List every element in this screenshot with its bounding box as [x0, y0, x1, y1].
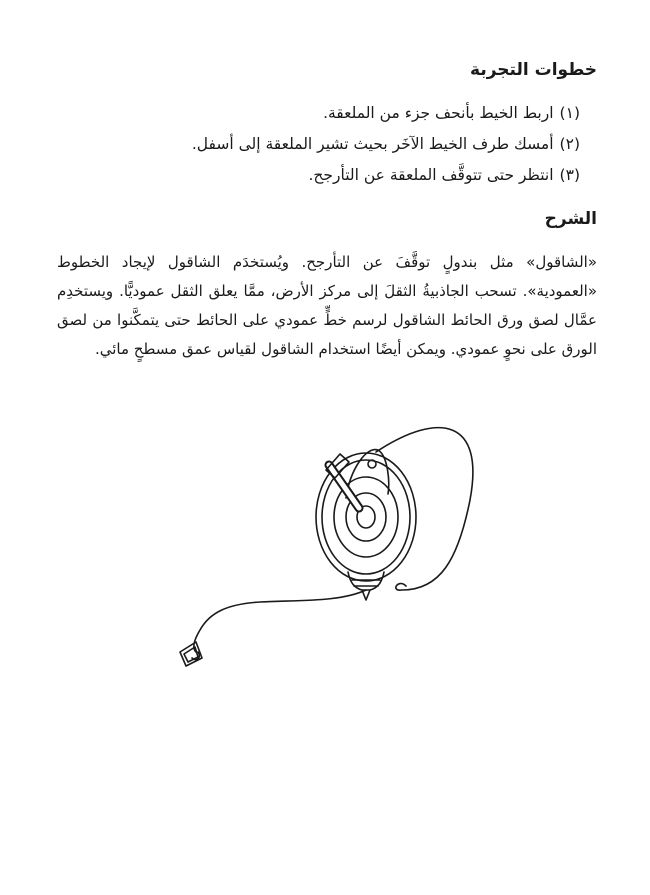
step-number: (١) — [559, 104, 580, 122]
step-text: اربط الخيط بأنحف جزء من الملعقة. — [323, 104, 554, 122]
list-item — [60, 98, 580, 129]
plumb-bob-reel-icon — [140, 390, 500, 690]
explanation-heading: الشرح — [544, 209, 597, 229]
steps-heading: خطوات التجربة — [470, 60, 597, 80]
explanation-paragraph: «الشاقول» مثل بندولٍ توقَّفَ عن التأرجح. ويُستخدَم الشاقول لإيجاد الخطوط «العمودية». تسحب الجاذبيةُ الثقلَ إلى مركز الأرض، ممَّا يعلق الثقل عموديًّا. ويستخدِم عمَّال لصق ورق الحائط الشاقول لرسم خطٍّ عمودي على الحائط حتى يتمكَّنوا من لصق الورق على نحوٍ عمودي. ويمكن أيضًا استخدام الشاقول لقياس عمق مسطحٍ مائي. — [57, 253, 597, 358]
step-number: (٢) — [559, 135, 580, 153]
steps-list — [60, 98, 580, 191]
step-number: (٣) — [559, 166, 580, 184]
list-item — [60, 129, 580, 160]
step-text: انتظر حتى تتوقَّف الملعقة عن التأرجح. — [308, 166, 554, 184]
list-item — [60, 160, 580, 191]
step-text: أمسك طرف الخيط الآخَر بحيث تشير الملعقة إلى أسفل. — [191, 135, 554, 153]
